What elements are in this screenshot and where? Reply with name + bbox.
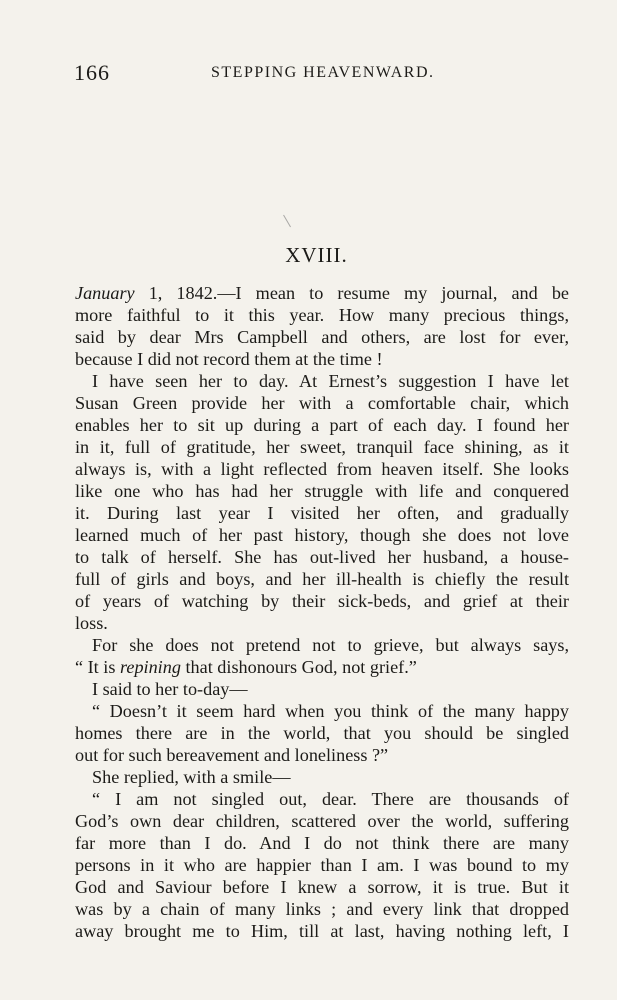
text-line: it. During last year I visited her often, and gradually [75,503,569,523]
running-head [74,60,570,86]
text-line: Susan Green provide her with a comfortable chair, which [75,393,569,413]
text-line: loss. [75,613,108,633]
text-line: “ I am not singled out, dear. There are thousands of [92,789,569,809]
text-line: was by a chain of many links ; and every link that dropped [75,899,569,919]
text-line: God’s own dear children, scattered over the world, suffering [75,811,569,831]
text-line: in it, full of gratitude, her sweet, tranquil face shining, as it [75,437,569,457]
text-line: “ Doesn’t it seem hard when you think of the many happy [92,701,569,721]
text-line: God and Saviour before I knew a sorrow, it is true. But it [75,877,569,897]
text-line: full of girls and boys, and her ill-health is chiefly the result [75,569,569,589]
text-line: to talk of herself. She has out-lived her husband, a house- [75,547,569,567]
text-line: January 1, 1842.—I mean to resume my journal, and be [75,283,569,303]
text-line: I have seen her to day. At Ernest’s suggestion I have let [92,371,569,391]
chapter-heading: XVIII. [285,243,348,267]
text-line: “ It is repining that dishonours God, not grief.” [75,657,417,677]
text-line: For she does not pretend not to grieve, but always says, [92,635,569,655]
text-line: enables her to sit up during a part of each day. I found her [75,415,569,435]
body-text [75,282,569,942]
text-line: always is, with a light reflected from heaven itself. She looks [75,459,569,479]
text-line: homes there are in the world, that you should be singled [75,723,569,743]
text-line: far more than I do. And I do not think there are many [75,833,569,853]
text-line: I said to her to-day— [92,679,248,699]
text-line: said by dear Mrs Campbell and others, are lost for ever, [75,327,569,347]
text-line: learned much of her past history, though she does not love [75,525,569,545]
page-number: 166 [74,60,110,85]
emphasis-italic: repining [119,657,181,677]
text-line: She replied, with a smile— [92,767,291,787]
text-line: because I did not record them at the time ! [75,349,383,369]
text-line: of years of watching by their sick-beds, and grief at their [75,591,569,611]
text-line: persons in it who are happier than I am. I was bound to my [75,855,569,875]
text-line: like one who has had her struggle with life and conquered [75,481,569,501]
text-line: away brought me to Him, till at last, having nothing left, I [75,921,569,941]
text-line: more faithful to it this year. How many precious things, [75,305,569,325]
running-title: STEPPING HEAVENWARD. [211,64,435,81]
stray-ink-mark [283,211,298,228]
date-italic: January [75,283,135,303]
text-line: out for such bereavement and loneliness ?” [75,745,389,765]
